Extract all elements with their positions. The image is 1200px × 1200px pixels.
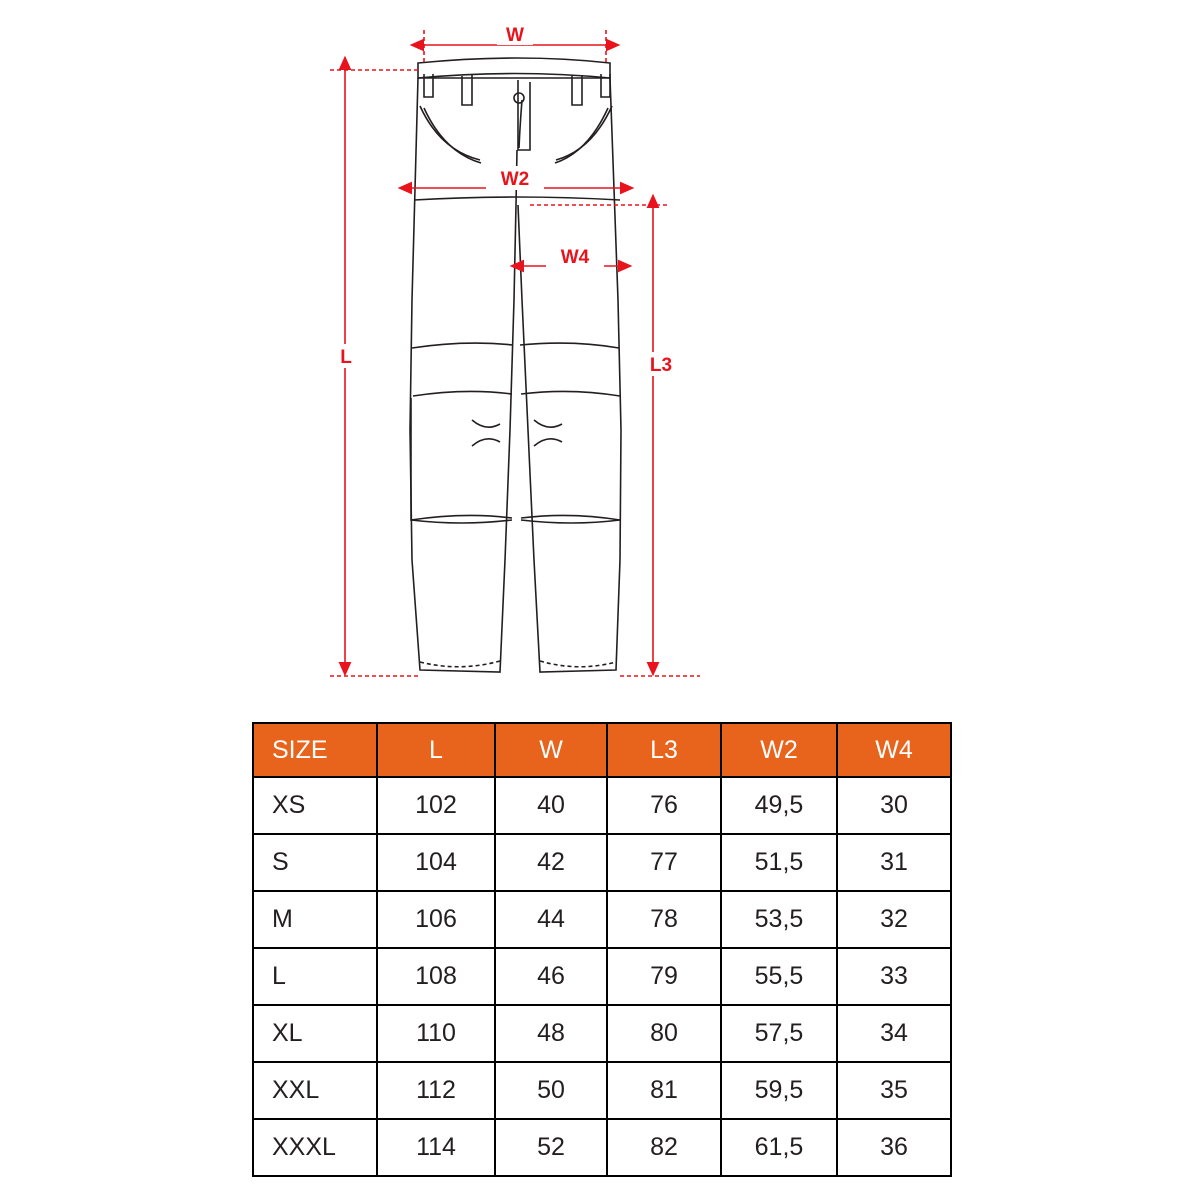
cell-l: 104 [377,834,495,891]
size-table-container [252,722,950,1177]
dimension-label-W2: W2 [500,169,530,190]
column-header-w2: W2 [721,723,837,777]
cell-size: XXL [253,1062,377,1119]
cell-w: 44 [495,891,607,948]
column-header-l: L [377,723,495,777]
cell-l3: 77 [607,834,721,891]
cell-w4: 31 [837,834,951,891]
cell-w2: 53,5 [721,891,837,948]
dimension-label-W4: W4 [560,247,590,268]
cell-w: 52 [495,1119,607,1176]
cell-l3: 78 [607,891,721,948]
cell-w: 40 [495,777,607,834]
cell-w: 42 [495,834,607,891]
cell-w: 48 [495,1005,607,1062]
cell-w2: 51,5 [721,834,837,891]
cell-w2: 57,5 [721,1005,837,1062]
table-header-row [253,723,951,777]
cell-l: 110 [377,1005,495,1062]
cell-w4: 36 [837,1119,951,1176]
cell-w: 46 [495,948,607,1005]
cell-w4: 32 [837,891,951,948]
cell-w4: 33 [837,948,951,1005]
cell-w2: 59,5 [721,1062,837,1119]
table-row [253,1005,951,1062]
cell-w2: 49,5 [721,777,837,834]
cell-w4: 35 [837,1062,951,1119]
cell-w2: 55,5 [721,948,837,1005]
table-row [253,834,951,891]
cell-l: 108 [377,948,495,1005]
cell-l: 114 [377,1119,495,1176]
size-table [252,722,952,1177]
cell-size: XXXL [253,1119,377,1176]
column-header-l3: L3 [607,723,721,777]
table-row [253,1119,951,1176]
cell-w: 50 [495,1062,607,1119]
column-header-size: SIZE [253,723,377,777]
cell-size: XS [253,777,377,834]
cell-w4: 30 [837,777,951,834]
cell-l: 106 [377,891,495,948]
table-row [253,948,951,1005]
cell-size: L [253,948,377,1005]
cell-l3: 76 [607,777,721,834]
cell-w2: 61,5 [721,1119,837,1176]
dimension-label-W: W [506,25,524,46]
dimension-label-L: L [340,347,352,368]
cell-l: 112 [377,1062,495,1119]
table-row [253,777,951,834]
cell-w4: 34 [837,1005,951,1062]
column-header-w4: W4 [837,723,951,777]
cell-l3: 79 [607,948,721,1005]
cell-l3: 82 [607,1119,721,1176]
table-row [253,891,951,948]
cell-l: 102 [377,777,495,834]
cell-size: S [253,834,377,891]
cell-l3: 80 [607,1005,721,1062]
cell-size: XL [253,1005,377,1062]
dimension-label-L3: L3 [649,355,673,376]
cell-size: M [253,891,377,948]
table-row [253,1062,951,1119]
trousers-outline [410,58,621,672]
column-header-w: W [495,723,607,777]
cell-l3: 81 [607,1062,721,1119]
